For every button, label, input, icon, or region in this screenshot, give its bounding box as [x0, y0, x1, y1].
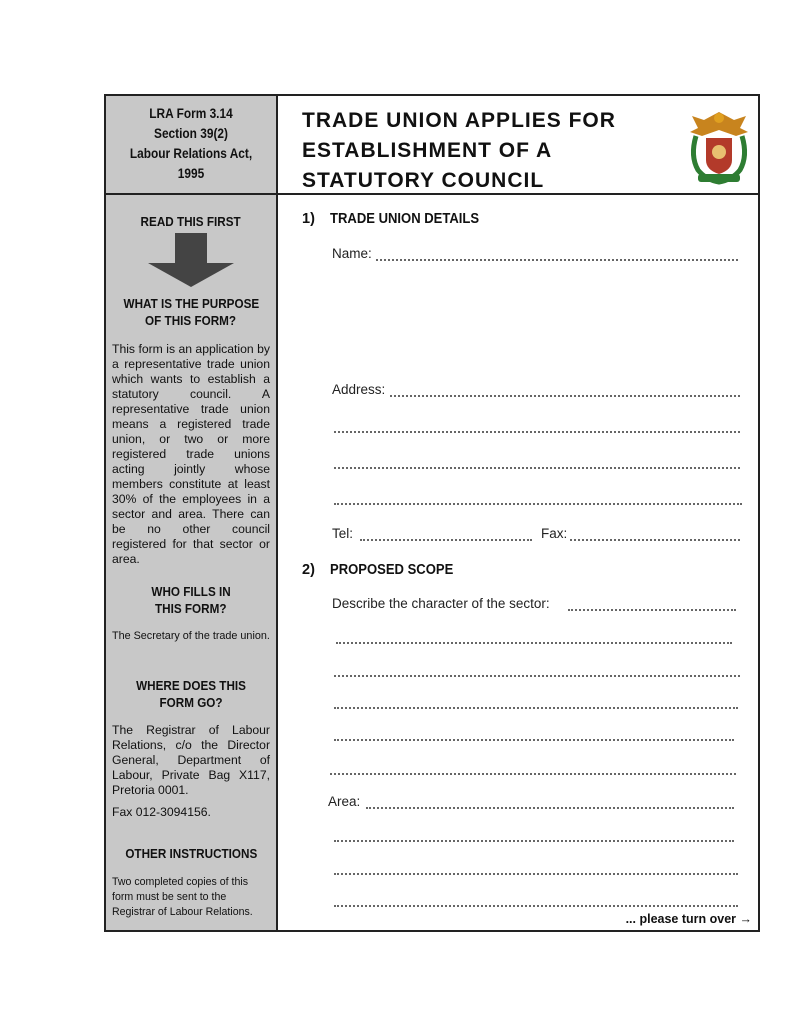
purpose-text: This form is an application by a representative trade union which wants to establish a statutory council. A representative trade union means a registered trade union, or two or more registered trade unions acting jointly whose members constitute at least 30% of the employees in a sector and area. There can be no other council registered for that sector or area. — [112, 342, 270, 566]
form-year: 1995 — [177, 166, 205, 181]
tel-field[interactable] — [360, 539, 532, 541]
area-field-line-3[interactable] — [334, 873, 738, 875]
area-field-line-4[interactable] — [334, 905, 738, 907]
character-field-line-2[interactable] — [336, 642, 732, 644]
read-first-heading: READ THIS FIRST — [140, 214, 242, 229]
coat-of-arms-icon — [684, 106, 754, 186]
fax-label: Fax: — [541, 526, 568, 541]
character-label: Describe the character of the sector: — [332, 596, 550, 611]
purpose-heading: WHAT IS THE PURPOSE OF THIS FORM? — [123, 296, 259, 328]
other-instructions-heading: OTHER INSTRUCTIONS — [125, 846, 257, 861]
address-field-line-3[interactable] — [334, 467, 740, 469]
main-content: 1) TRADE UNION DETAILS Name: Address: Tel: Fax: 2) PROPOSED SCOPE Describe the character of the sector: Area: ... please turn over → — [302, 211, 752, 926]
form-number: LRA Form 3.14 — [149, 106, 233, 121]
area-field-line-1[interactable] — [366, 807, 734, 809]
address-field-line-1[interactable] — [390, 395, 740, 397]
where-heading: WHERE DOES THIS FORM GO? — [136, 678, 246, 710]
who-text: The Secretary of the trade union. — [112, 630, 270, 642]
character-field-line-1[interactable] — [568, 609, 736, 611]
character-field-line-6[interactable] — [330, 773, 736, 775]
character-field-line-3[interactable] — [334, 675, 740, 677]
form-title — [302, 106, 616, 196]
character-field-line-4[interactable] — [334, 707, 738, 709]
address-label: Address: — [332, 382, 386, 397]
area-field-line-2[interactable] — [334, 840, 734, 842]
form-act: Labour Relations Act, — [129, 146, 253, 161]
address-field-line-2[interactable] — [334, 431, 740, 433]
title-line-2: ESTABLISHMENT OF A — [302, 139, 553, 162]
area-label: Area: — [328, 794, 361, 809]
down-arrow-icon — [146, 233, 236, 289]
form-reference — [106, 96, 276, 193]
where-text: The Registrar of Labour Relations, c/o the Director General, Department of Labour, Private Bag X117, Pretoria 0001. — [112, 723, 270, 797]
other-instructions-text: Two completed copies of this form must be sent to the Registrar of Labour Relations. — [112, 876, 253, 918]
character-field-line-5[interactable] — [334, 739, 734, 741]
title-line-3: STATUTORY COUNCIL — [302, 169, 545, 192]
tel-label: Tel: — [332, 526, 354, 541]
name-label: Name: — [332, 246, 372, 261]
who-heading: WHO FILLS IN THIS FORM? — [151, 584, 231, 616]
form-section: Section 39(2) — [154, 126, 228, 141]
form-frame — [104, 94, 760, 932]
where-fax: Fax 012-3094156. — [112, 805, 211, 819]
name-field[interactable] — [376, 259, 738, 261]
title-line-1: TRADE UNION APPLIES FOR — [302, 109, 616, 132]
address-field-line-4[interactable] — [334, 503, 742, 505]
sidebar — [106, 195, 276, 930]
fax-field[interactable] — [570, 539, 740, 541]
please-turn-over: ... please turn over → — [625, 912, 752, 926]
